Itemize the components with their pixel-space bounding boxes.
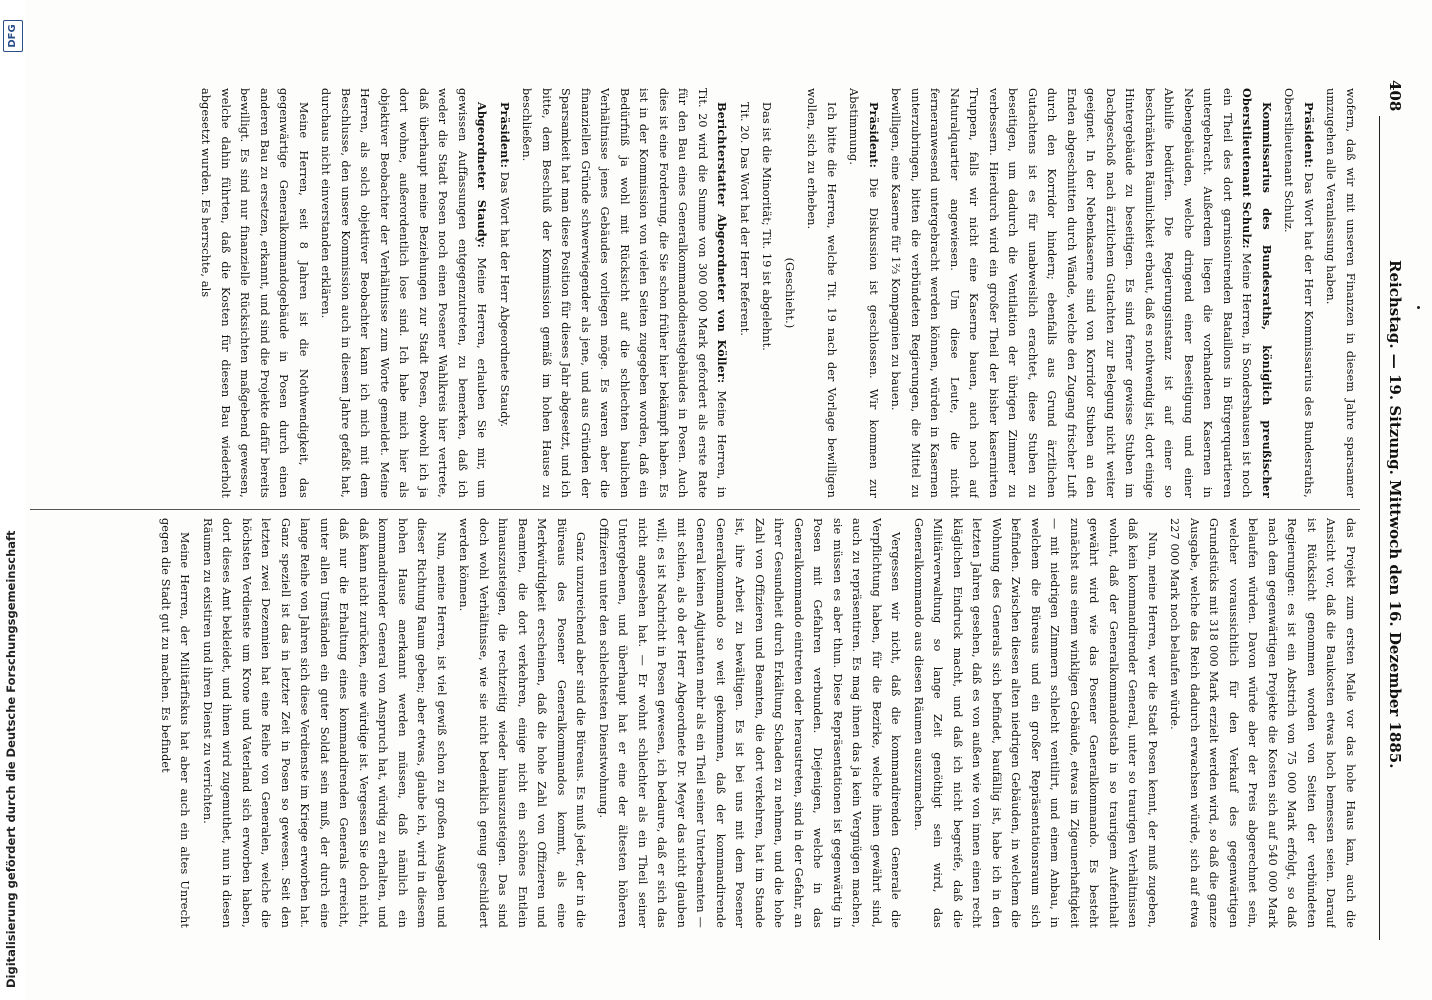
speaker-name: Präsident:: [867, 102, 881, 168]
paragraph: Berichterstatter Abgeordneter von Köller: Meine Herren, in Tit. 20 wird die Summe von 300 000 Mark gefordert als erste Rate für den Bau eines Generalkommandodienstgebäudes in Posen. Auch dies ist eine Forderung, die Sie schon früher hier bekämpft haben. Es ist in der Kommission von vielen Seiten zugegeben worden, daß ein Bedürfniß ja wohl mit Rücksicht auf die schlechten baulichen Verhältnisse jenes Gebäudes vorliegen möge. Es waren aber die finanziellen Gründe schwerwiegender als jene, und aus Gründen der Sparsamkeit hat man diese Position für dieses Jahr abgesetzt, und ich bitte, dem Beschluß der Kommission gemäß im hohen Hause zu beschließen.: [520, 88, 730, 498]
paragraph: wofern, daß wir mit unseren Finanzen in diesem Jahre sparsamer umzugehen alle Veranlassung haben.: [1324, 88, 1357, 498]
paragraph: Nun, meine Herren, wer die Stadt Posen kennt, der muß zugeben, daß kein kommandirender General, unter so traurigen Verhältnissen wohnt, daß der Generalkommandostab in so traurigem Aufenthalt gewährt wird wie das Posener Generalkommando. Es besteht zunächst aus einem winkligen Gebäude, etwas im Zigeunerhaftigkeit — mit niedrigen Zimmern schlecht ventilirt, und einem Anbau, in welchem die Büreaus und ein großer Repräsentationsraum sich befinden. Zwischen diesen alten niedrigen Gebäuden, in welchem die Wohnung des Generals sich befindet, baufällig ist, habe ich in den letzten Jahren gesehen, daß es von außen wie von innen einen recht kläglichen Eindruck macht, und daß ich nicht begreife, daß die Militärverwaltung so lange Zeit genöthigt sein wird, das Generalkommando aus diesen Räumen auszumachen.: [912, 518, 1159, 928]
speaker-name: Abgeordneter Staudy:: [475, 102, 490, 248]
paragraph: Kommissarius des Bundesraths, königlich preußischer Oberstlieutenant Schulz: Meine Herren, in Sondershausen ist noch ein Theil des dort garnisonirenden Bataillons in Bürgerquartieren untergebracht. Außerdem liegen die vorhandenen Kasernen in Nebengebäuden, welche dringend einer Beseitigung und einer Abhilfe bedürfen. Die Regierungsinstanz ist auf einer so beschränkten Räumlichkeit erbaut, daß es nothwendig ist, dort einige Hintergebäude zu beseitigen. Es sind ferner gewisse Stuben im Dachgeschoß nach ärztlichem Gutachten zur Belegung nicht weiter geeignet. In der Nebenkaserne sind von Korridor Stuben an den Enden abgeschnitten durch Wände, welche den Zugang frischer Luft durch den Korridor hindern; ebenfalls aus Grund ärztlichen Gutachtens ist es für unabweislich erachtet, diese Stuben zu beseitigen, um dadurch die Ventilation der übrigen Zimmer zu verbessern. Hierdurch wird ein großer Theil der bisher kasernirten Truppen, falls wir nicht eine Kaserne bauen, auch noch auf Naturalquartier angewiesen. Um diese Leute, die nicht ferneranwesend untergebracht werden können, würden in Kasernen unterzubringen, bitten die verbündeten Regierungen, die Mittel zu bewilligen, eine Kaserne für 1⅔ Kompagnien zu bauen.: [889, 88, 1274, 498]
paragraph: Vergessen wir nicht, daß die kommandirenden Generale die Verpflichtung haben, für die Bezirke, welche ihnen gewährt sind, auch zu repräsentiren. Es mag ihnen das ja kein Vergnügen machen, sie müssen es aber thun. Diese Repräsentationen ist gegenwärtig in Posen mit Gefahren verbunden. Diejenigen, welche in das Generalkommando eintreten oder heraustreten, sind in der Gefahr, an ihrer Gesundheit durch Erkältung Schaden zu nehmen, und die hohe Zahl von Offizieren und Beamten, die dort verkehren, hat im Stande ist, ihre Arbeit zu bewältigen. Es ist bei uns mit dem Posener Generalkommando so weit gekommen, daß der kommandirende General keinen Adjutanten mehr als ein Theil seiner Unterbeamten — mit schien, als ob der Herr Abgeordnete Dr. Meyer das nicht glauben will; es ist Nachricht in Posen gewesen, ich bedaure, daß er sich das nicht angesehen hat. — Er wohnt schlechter als ein Theil seiner Untergebenen, und überhaupt hat er eine der ältesten höheren Offizieren unter den schlechtesten Dienstwohnung.: [597, 518, 903, 928]
paragraph: Präsident: Das Wort hat der Herr Kommissarius des Bundesraths, Oberstlieutenant Schulz.: [1282, 88, 1316, 498]
funding-credit: Digitalisierung gefördert durch die Deutsche Forschungsgemeinschaft: [4, 530, 18, 988]
column-divider: [30, 509, 1360, 510]
speaker-name: Berichterstatter Abgeordneter von Köller:: [715, 102, 730, 384]
text-column-left: [30, 88, 1360, 498]
paragraph: Das ist die Minorität; Tit. 19 ist abgelehnt.: [760, 102, 774, 351]
paragraph: Ich bitte die Herren, welche Tit. 19 nach der Vorlage bewilligen wollen, sich zu erheben.: [805, 88, 838, 498]
paragraph: Nun, meine Herren, ist viel gewiß schon zu großen Ausgaben und dieser Richtung Raum geben; aber etwas, glaube ich, wird in diesem hohen Hause anerkannt werden müssen, daß nämlich ein kommandirender General von Anspruch hat, würdig zu erhalten, und daß kann nicht zurücken, eine würdige ist. Vergessen Sie doch nicht, daß nur die Erhaltung eines kommandirenden Generals erreicht, unter allen Umständen ein guter Soldat sein muß, der durch eine lange Reihe von Jahren sich diese Verdienste im Kriege erworben hat. Ganz speziell ist das in letzter Zeit in Posen so gewesen. Seit den letzten zwei Dezennien hat eine Reihe von Generalen, welche die höchsten Verdienste um Krone und Vaterland sich erworben haben, dort dieses Amt bekleidet, und ihnen wird zugemuthet, nun in diesen Räumen zu existiren und ihren Dienst zu verrichten.: [201, 518, 448, 928]
paragraph: Meine Herren, der Militärfiskus hat aber auch ein altes Unrecht gegen die Stadt gut zu machen. Es befindet: [159, 518, 192, 928]
page-header: [1376, 80, 1406, 940]
header-rule: [1379, 116, 1380, 940]
paragraph: Tit. 20. Das Wort hat der Herr Referent.: [738, 102, 751, 337]
speaker-name: Präsident:: [1302, 102, 1316, 168]
speaker-name: Präsident:: [498, 102, 512, 168]
paragraph: Meine Herren, seit 8 Jahren ist die Nothwendigkeit, das gegenwärtige Generalkommandogebäude in Posen durch einen anderen Bau zu ersetzen, erkannt, und sind die Projekte dafür bereits bewilligt. Es sind nur finanzielle Rücksichten maßgebend gewesen, welche dahin führten, daß die Kosten für diesen Bau wiederholt abgesetzt wurden. Es herrschte, als: [199, 88, 310, 498]
digitization-credit-bar: [0, 0, 26, 1000]
speaker-name: Kommissarius des Bundesraths, königlich preußischer Oberstlieutenant Schulz:: [1240, 88, 1274, 498]
paragraph: Präsident: Die Diskussion ist geschlossen. Wir kommen zur Abstimmung.: [847, 88, 881, 498]
text-column-right: [30, 518, 1360, 928]
paragraph: das Projekt zum ersten Male vor das hohe Haus kam, auch die Ansicht vor, daß die Baukosten etwas hoch bemessen seien. Darauf ist Rücksicht genommen worden von Seiten der verbündeten Regierungen: es ist ein Abstrich von 75 000 Mark erfolgt, so daß nach dem gegenwärtigen Projekte die Kosten sich auf 540 000 Mark belaufen würden. Davon würde aber der Preis abgerechnet sein, welcher voraussichtlich für den Verkauf des gegenwärtigen Grundstücks mit 318 000 Mark erzielt werden wird, so daß die ganze Ausgabe, welche das Reich dadurch erwachsen würde, sich auf etwa 227 000 Mark noch belaufen würde.: [1168, 518, 1357, 928]
running-title: Reichstag. — 19. Sitzung. Mittwoch den 16. Dezember 1885.: [1386, 260, 1404, 769]
paragraph: Abgeordneter Staudy: Meine Herren, erlauben Sie mir, um gewissen Auffassungen entgegenzutreten, zu bemerken, daß ich weder die Stadt Posen noch einen Posener Wahlkreis hier vertrete, daß überhaupt meine Beziehungen zur Stadt Posen, obwohl ich ja dort wohne, außerordentlich lose sind. Ich habe mich hier als objektiver Beobachter der Verhältnisse zum Worte gemeldet. Meine Herren, als solch objektiver Beobachter kann ich mich mit dem Beschlusse, den unsere Kommission auch in diesem Jahre gefaßt hat, durchaus nicht einverstanden erklären.: [319, 88, 490, 498]
paragraph: (Geschieht.): [783, 257, 796, 329]
scan-speck: [1417, 306, 1420, 309]
paragraph: Präsident: Das Wort hat der Herr Abgeordnete Staudy.: [498, 102, 512, 428]
dfg-logo: DFG: [3, 20, 23, 52]
page-number: 408: [1386, 80, 1404, 112]
paragraph: Ganz unzureichend aber sind die Büreaus. Es muß jeder, der in die Büreaus des Posener Generalkommandos kommt, als eine Merkwürdigkeit erscheinen, daß die hohe Zahl von Offizieren und Beamten, die dort verkehren, einige nicht ein schönes Entlein hinauszusteigen, die rechtzeitig wieder hinauszusteigen. Das sind doch wohl Verhältnisse, wie sie nicht bedenklich genug geschildert werden können.: [457, 518, 588, 928]
